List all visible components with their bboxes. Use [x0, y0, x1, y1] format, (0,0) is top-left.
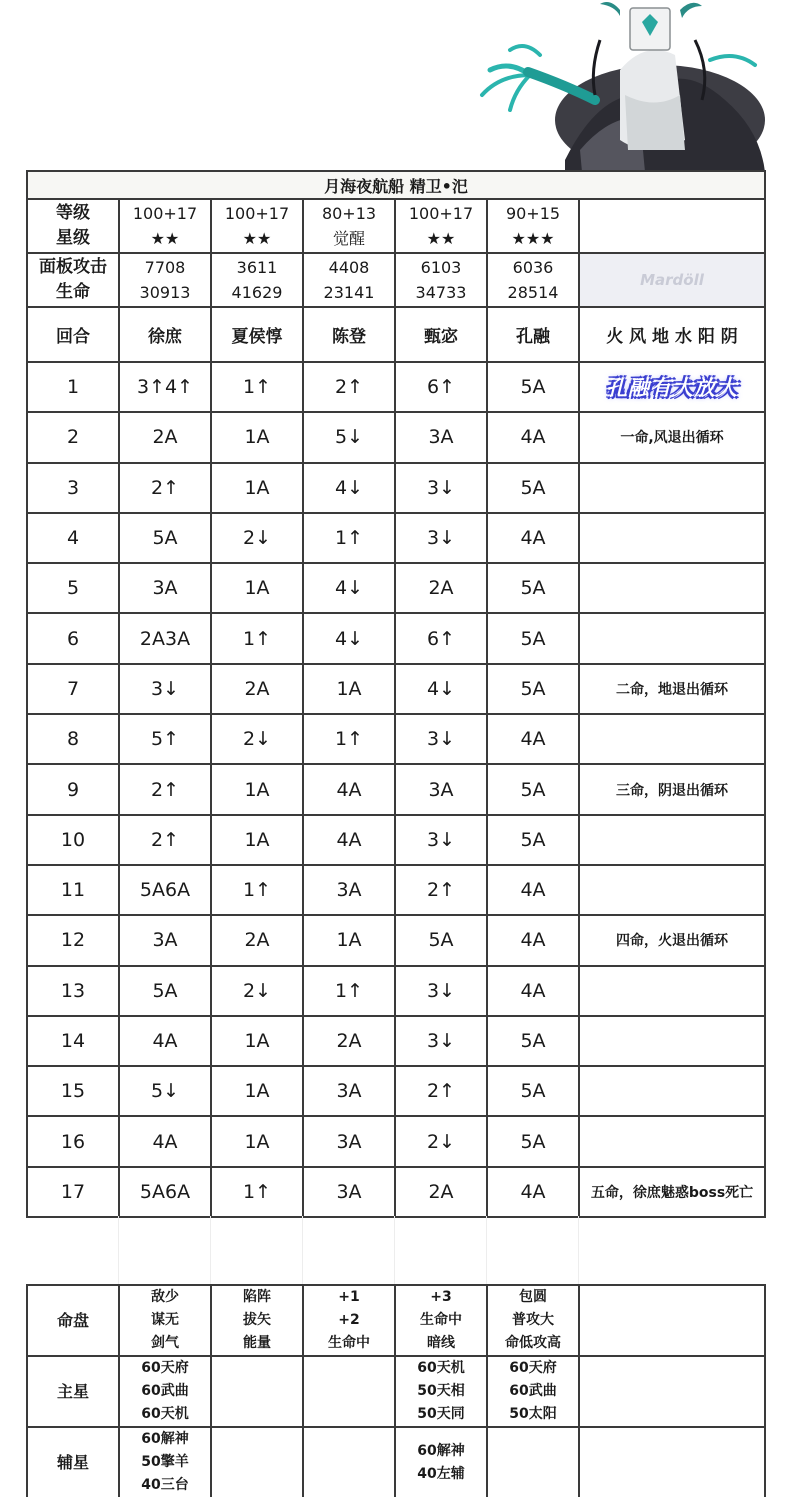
move-cell: 5↓: [303, 412, 395, 462]
move-cell: 2↑: [119, 815, 211, 865]
move-cell: 5A: [487, 1116, 579, 1166]
hero-3-stats: 4408 23141: [303, 253, 395, 307]
round-number: 12: [27, 915, 119, 965]
move-cell: 2↑: [303, 362, 395, 412]
note-cell: [579, 714, 765, 764]
note-cell: 五命，徐庶魅惑boss死亡: [579, 1167, 765, 1217]
move-cell: 2A: [211, 915, 303, 965]
empty-cell: [579, 199, 765, 253]
move-cell: 4A: [119, 1116, 211, 1166]
move-cell: 1↑: [303, 513, 395, 563]
round-row: [27, 966, 765, 1016]
move-cell: 4A: [487, 714, 579, 764]
round-row: [27, 563, 765, 613]
round-number: 6: [27, 613, 119, 663]
move-cell: 5A6A: [119, 1167, 211, 1217]
move-cell: 3↓: [395, 1016, 487, 1066]
move-cell: 5A: [487, 815, 579, 865]
move-cell: 5A: [487, 563, 579, 613]
hero-5-stats: 6036 28514: [487, 253, 579, 307]
move-cell: 5A: [487, 764, 579, 814]
row-label: 等级 星级: [27, 199, 119, 253]
move-cell: 3A: [119, 915, 211, 965]
move-cell: 1↑: [303, 714, 395, 764]
move-cell: 6↑: [395, 613, 487, 663]
note-cell: [579, 563, 765, 613]
move-cell: 1A: [211, 815, 303, 865]
note-cell: [579, 513, 765, 563]
build-row: [27, 1427, 765, 1497]
row-label: 面板攻击 生命: [27, 253, 119, 307]
note-cell: 三命，阴退出循环: [579, 764, 765, 814]
move-cell: 4A: [487, 513, 579, 563]
round-number: 2: [27, 412, 119, 462]
move-cell: 5A: [487, 613, 579, 663]
build-cell: [211, 1356, 303, 1427]
note-cell: [579, 815, 765, 865]
move-cell: 3A: [395, 412, 487, 462]
build-cell: [579, 1427, 765, 1497]
round-number: 5: [27, 563, 119, 613]
round-number: 1: [27, 362, 119, 412]
banner-text: 孔融有大放大: [606, 376, 738, 401]
build-cell: 60解神 40左辅: [395, 1427, 487, 1497]
move-cell: 4A: [303, 764, 395, 814]
move-cell: 2↓: [211, 966, 303, 1016]
build-cell: [303, 1427, 395, 1497]
build-label: 主星: [27, 1356, 119, 1427]
hero-2-stats: 3611 41629: [211, 253, 303, 307]
hero-name: 夏侯惇: [211, 307, 303, 362]
move-cell: 1A: [211, 1066, 303, 1116]
move-cell: 4↓: [303, 613, 395, 663]
note-cell: [579, 865, 765, 915]
move-cell: 2↓: [395, 1116, 487, 1166]
round-number: 17: [27, 1167, 119, 1217]
round-row: [27, 1167, 765, 1217]
round-number: 11: [27, 865, 119, 915]
build-cell: 60天府 60武曲 60天机: [119, 1356, 211, 1427]
build-cell: [487, 1427, 579, 1497]
move-cell: 2A: [119, 412, 211, 462]
round-number: 14: [27, 1016, 119, 1066]
round-row: [27, 1016, 765, 1066]
move-cell: 1A: [211, 412, 303, 462]
round-row: [27, 815, 765, 865]
move-cell: 3↓: [395, 463, 487, 513]
hero-4-level: 100+17 ★★: [395, 199, 487, 253]
move-cell: 4↓: [303, 563, 395, 613]
note-cell: [579, 966, 765, 1016]
round-number: 16: [27, 1116, 119, 1166]
move-cell: 2↑: [395, 865, 487, 915]
move-cell: 3↓: [119, 664, 211, 714]
move-cell: 4A: [487, 412, 579, 462]
hero-1-stats: 7708 30913: [119, 253, 211, 307]
hero-1-level: 100+17 ★★: [119, 199, 211, 253]
move-cell: 5A6A: [119, 865, 211, 915]
hero-name: 孔融: [487, 307, 579, 362]
build-cell: 60解神 50擎羊 40三台: [119, 1427, 211, 1497]
move-cell: 2A3A: [119, 613, 211, 663]
build-cell: [579, 1356, 765, 1427]
move-cell: 4A: [487, 915, 579, 965]
round-row: [27, 613, 765, 663]
move-cell: 5↓: [119, 1066, 211, 1116]
build-cell: [211, 1427, 303, 1497]
move-cell: 6↑: [395, 362, 487, 412]
move-cell: 5A: [119, 966, 211, 1016]
round-header: 回合: [27, 307, 119, 362]
move-cell: 2↑: [395, 1066, 487, 1116]
build-cell: +3 生命中 暗线: [395, 1285, 487, 1356]
table-title: 月海夜航船 精卫•汜: [27, 171, 765, 199]
build-table: [26, 1284, 766, 1497]
move-cell: 4A: [487, 865, 579, 915]
level-star-row: [27, 199, 765, 253]
move-cell: 2↓: [211, 513, 303, 563]
move-cell: 1↑: [211, 865, 303, 915]
move-cell: 1A: [211, 563, 303, 613]
note-cell: [579, 1066, 765, 1116]
build-cell: 60天府 60武曲 50太阳: [487, 1356, 579, 1427]
elements-header: 火 风 地 水 阳 阴: [579, 307, 765, 362]
note-cell: 一命,风退出循环: [579, 412, 765, 462]
header-row: [27, 307, 765, 362]
move-cell: 5A: [487, 664, 579, 714]
move-cell: 2A: [303, 1016, 395, 1066]
build-label: 辅星: [27, 1427, 119, 1497]
round-row: [27, 664, 765, 714]
round-number: 15: [27, 1066, 119, 1116]
move-cell: 1↑: [211, 613, 303, 663]
hero-2-level: 100+17 ★★: [211, 199, 303, 253]
move-cell: 1↑: [303, 966, 395, 1016]
move-cell: 2A: [211, 664, 303, 714]
spacer: [26, 1216, 764, 1284]
watermark: Mardöll: [579, 253, 765, 307]
note-cell: [579, 463, 765, 513]
move-cell: 3A: [303, 865, 395, 915]
move-cell: 4A: [119, 1016, 211, 1066]
round-number: 13: [27, 966, 119, 1016]
move-cell: 5A: [487, 362, 579, 412]
move-cell: 4A: [303, 815, 395, 865]
build-cell: [303, 1356, 395, 1427]
move-cell: 2A: [395, 563, 487, 613]
move-cell: 5A: [395, 915, 487, 965]
round-number: 3: [27, 463, 119, 513]
move-cell: 3A: [303, 1066, 395, 1116]
move-cell: 1↑: [211, 362, 303, 412]
move-cell: 3↑4↑: [119, 362, 211, 412]
move-cell: 3↓: [395, 966, 487, 1016]
hero-name: 甄宓: [395, 307, 487, 362]
build-cell: 敌少 谋无 剑气: [119, 1285, 211, 1356]
round-row: [27, 865, 765, 915]
round-number: 4: [27, 513, 119, 563]
round-number: 8: [27, 714, 119, 764]
note-cell: [579, 613, 765, 663]
move-cell: 2A: [395, 1167, 487, 1217]
note-cell: [579, 1116, 765, 1166]
move-cell: 3↓: [395, 714, 487, 764]
move-cell: 4A: [487, 1167, 579, 1217]
build-cell: 陷阵 拔矢 能量: [211, 1285, 303, 1356]
build-row: [27, 1285, 765, 1356]
round-row: [27, 915, 765, 965]
round-number: 10: [27, 815, 119, 865]
round-number: 9: [27, 764, 119, 814]
move-cell: 5↑: [119, 714, 211, 764]
round-number: 7: [27, 664, 119, 714]
move-cell: 1A: [211, 463, 303, 513]
note-cell: [579, 1016, 765, 1066]
round-row: [27, 764, 765, 814]
move-cell: 4↓: [303, 463, 395, 513]
note-cell: 二命，地退出循环: [579, 664, 765, 714]
move-cell: 5A: [119, 513, 211, 563]
move-cell: 1A: [211, 764, 303, 814]
move-cell: 1A: [303, 664, 395, 714]
move-cell: 5A: [487, 463, 579, 513]
round-row: [27, 412, 765, 462]
move-cell: 2↑: [119, 463, 211, 513]
move-cell: 5A: [487, 1066, 579, 1116]
round-row: [27, 1116, 765, 1166]
round-row: [27, 714, 765, 764]
lineup-table: [26, 170, 766, 1218]
build-cell: 包圆 普攻大 命低攻高: [487, 1285, 579, 1356]
round-row: [27, 362, 765, 412]
note-cell: 四命，火退出循环: [579, 915, 765, 965]
move-cell: 4A: [487, 966, 579, 1016]
move-cell: 3A: [303, 1167, 395, 1217]
build-row: [27, 1356, 765, 1427]
build-body: [27, 1285, 765, 1497]
attack-hp-row: [27, 253, 765, 307]
note-banner: [579, 362, 765, 412]
round-row: [27, 463, 765, 513]
move-cell: 3↓: [395, 815, 487, 865]
round-row: [27, 513, 765, 563]
build-cell: 60天机 50天相 50天同: [395, 1356, 487, 1427]
hero-4-stats: 6103 34733: [395, 253, 487, 307]
move-cell: 1A: [211, 1016, 303, 1066]
move-cell: 4↓: [395, 664, 487, 714]
hero-5-level: 90+15 ★★★: [487, 199, 579, 253]
move-cell: 5A: [487, 1016, 579, 1066]
move-cell: 2↑: [119, 764, 211, 814]
build-label: 命盘: [27, 1285, 119, 1356]
build-cell: +1 +2 生命中: [303, 1285, 395, 1356]
hero-name: 陈登: [303, 307, 395, 362]
move-cell: 1A: [211, 1116, 303, 1166]
hero-3-level: 80+13 觉醒: [303, 199, 395, 253]
hero-name: 徐庶: [119, 307, 211, 362]
move-cell: 1↑: [211, 1167, 303, 1217]
boss-portrait-image: [470, 0, 770, 172]
rounds-body: [27, 362, 765, 1217]
move-cell: 1A: [303, 915, 395, 965]
move-cell: 2↓: [211, 714, 303, 764]
move-cell: 3A: [395, 764, 487, 814]
round-row: [27, 1066, 765, 1116]
move-cell: 3↓: [395, 513, 487, 563]
build-cell: [579, 1285, 765, 1356]
move-cell: 3A: [119, 563, 211, 613]
move-cell: 3A: [303, 1116, 395, 1166]
